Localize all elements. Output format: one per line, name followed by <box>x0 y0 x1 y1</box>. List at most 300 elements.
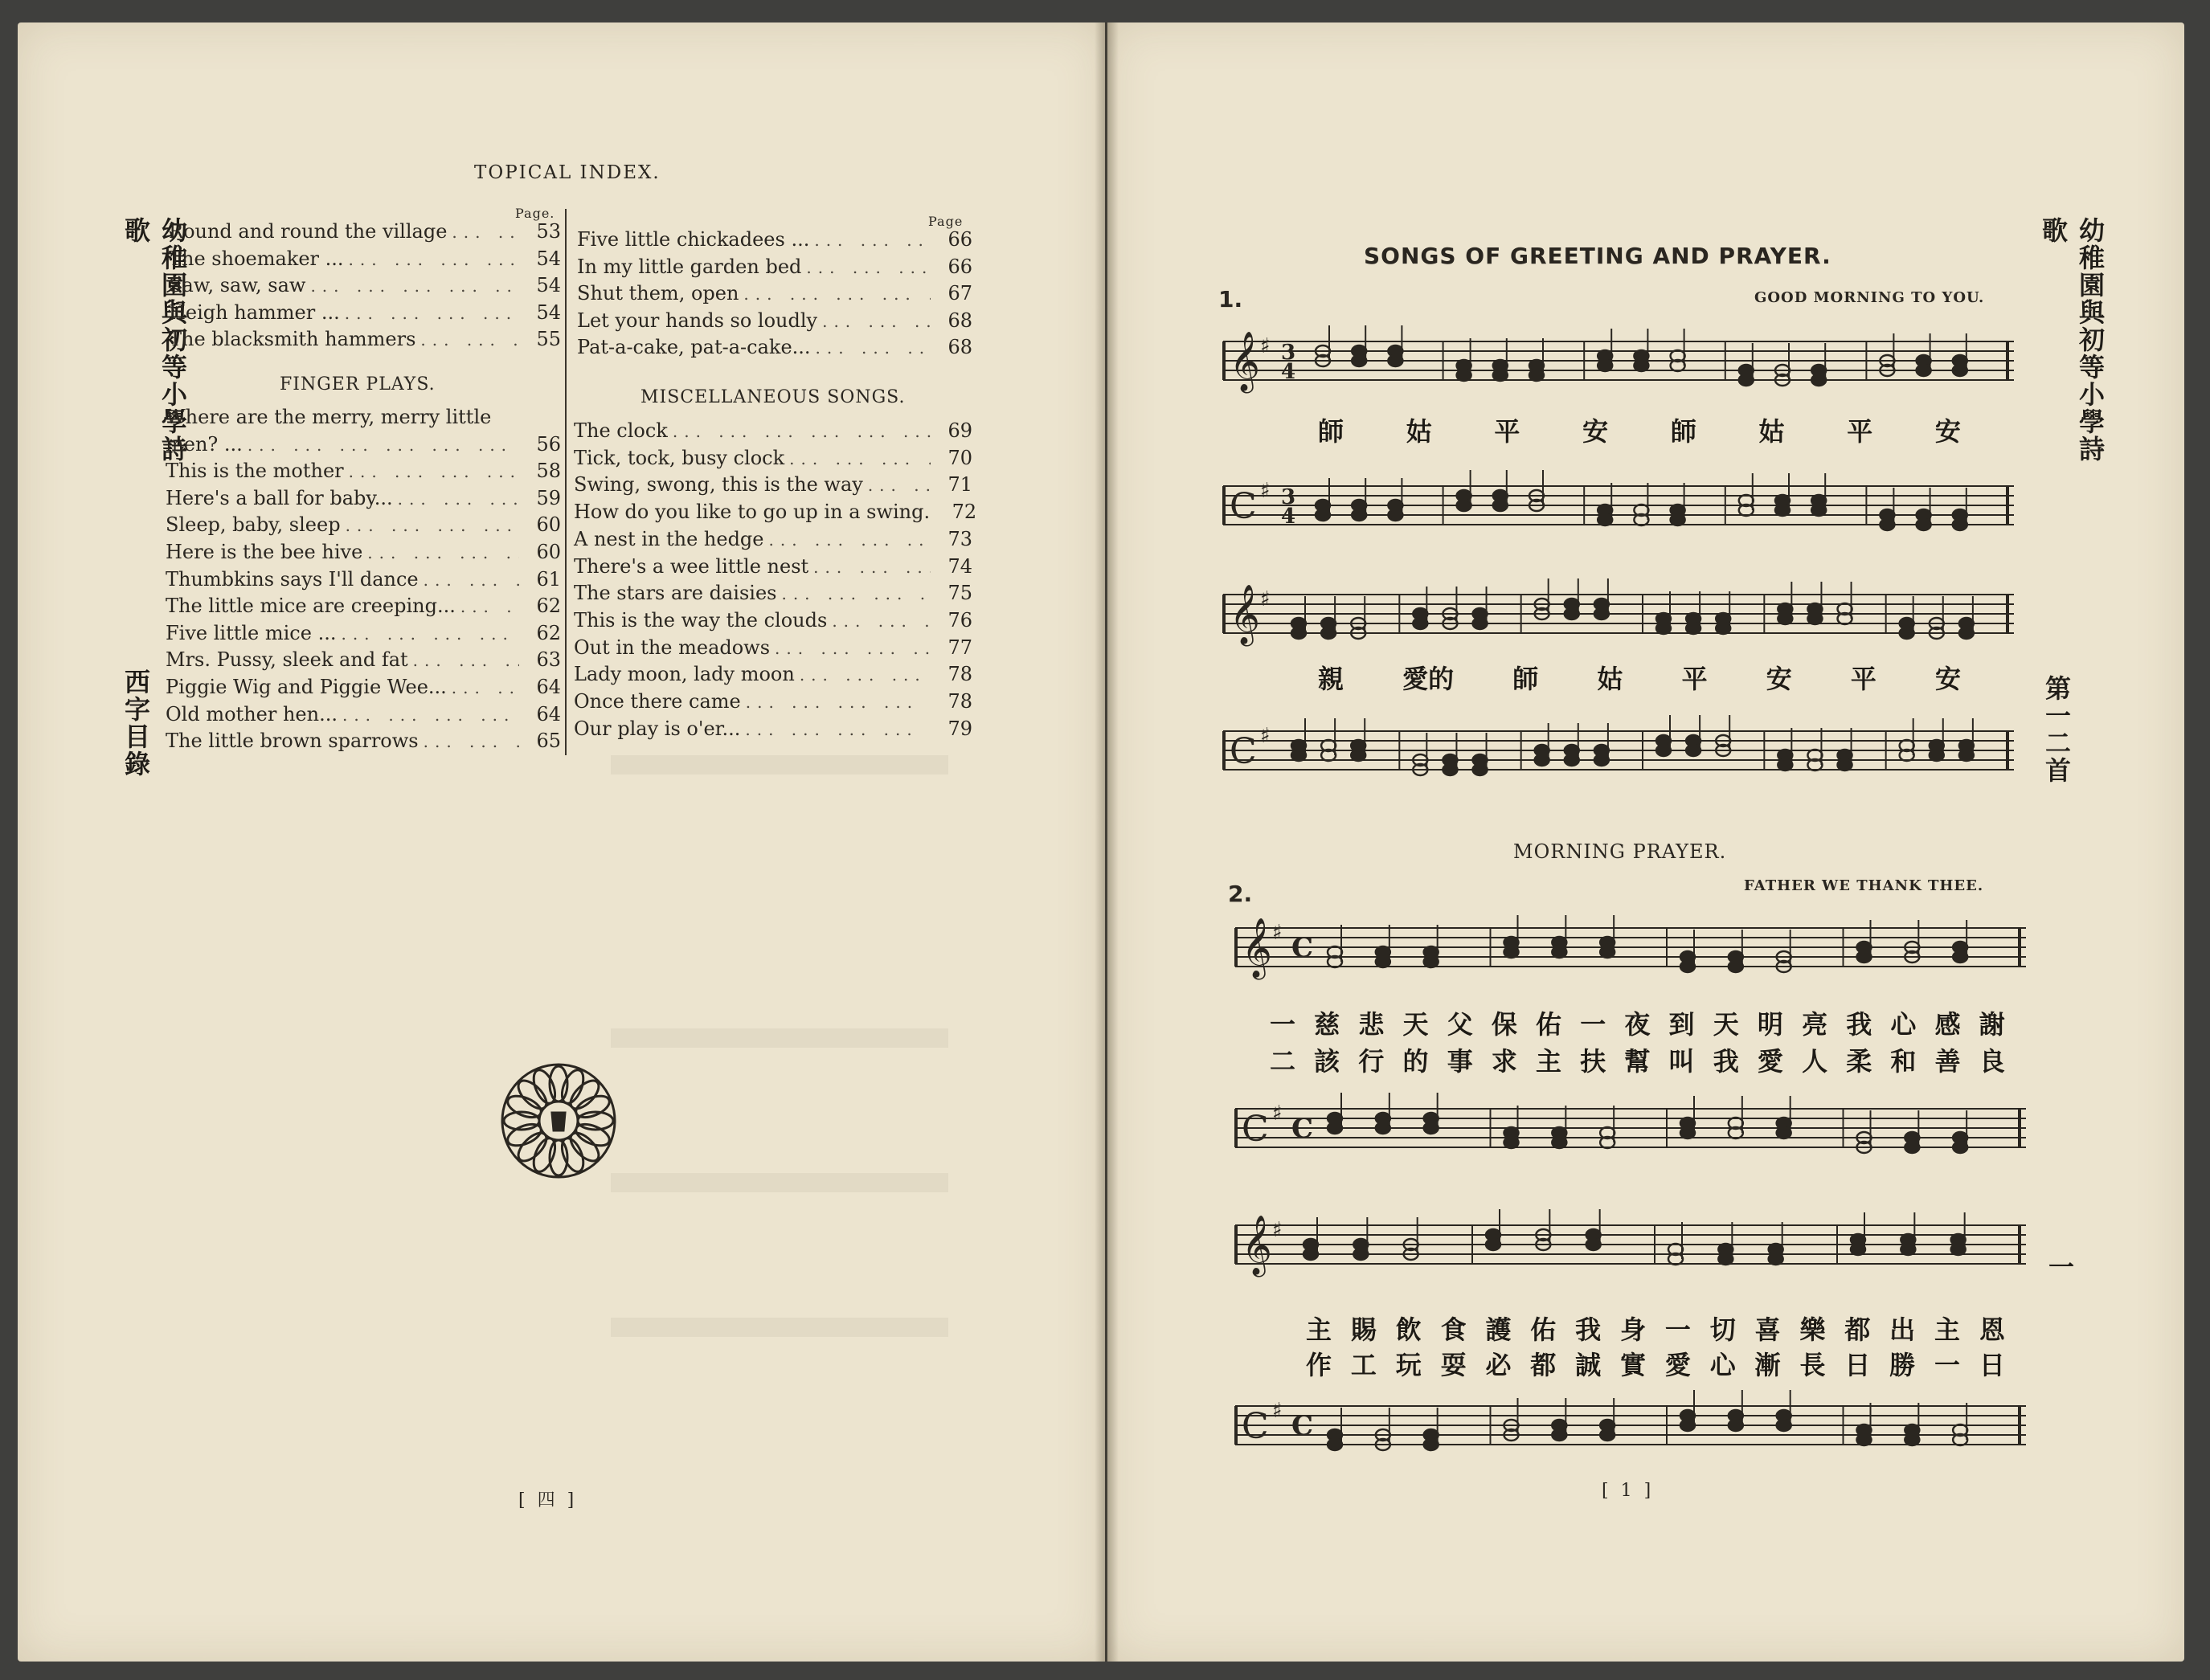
leader-dots <box>781 584 931 603</box>
finger-plays-heading: FINGER PLAYS. <box>280 374 436 394</box>
note-head <box>1316 509 1330 521</box>
lyric-syllable: 日 <box>1844 1350 1871 1380</box>
note-head <box>1807 613 1822 624</box>
bass-clef-icon: C <box>1242 1406 1269 1447</box>
note-head <box>1486 1239 1500 1250</box>
lyric-syllable: 安 <box>1934 416 1961 447</box>
lyric-syllable: 耍 <box>1440 1350 1467 1380</box>
note-head <box>1457 500 1471 511</box>
treble-clef-icon: 𝄞 <box>1230 585 1260 644</box>
lyric-syllable: 平 <box>1681 664 1708 694</box>
note-head <box>1729 961 1743 972</box>
entry-page: 79 <box>947 717 972 740</box>
lyric-syllable: 出 <box>1889 1314 1916 1345</box>
note-head <box>1443 764 1457 775</box>
index-entry <box>577 282 972 309</box>
note-head <box>1953 951 1967 963</box>
song1-lyrics-line-2 <box>1318 659 1961 696</box>
leader-dots <box>342 705 519 725</box>
lyric-syllable: 賜 <box>1350 1314 1377 1345</box>
leader-dots <box>775 639 931 658</box>
left-side-section: 西字目錄 <box>121 668 151 778</box>
entry-title: men? ... <box>166 432 243 456</box>
leader-dots <box>424 570 519 590</box>
lyric-syllable: 姑 <box>1758 416 1785 447</box>
note-head <box>1328 1122 1342 1134</box>
entry-title: Old mother hen... <box>166 702 338 726</box>
note-head <box>1851 1244 1865 1255</box>
note-head <box>1600 1429 1615 1441</box>
note-head <box>1457 370 1471 381</box>
song2-staff-treble-2 <box>1234 1209 2029 1281</box>
note-head <box>1594 754 1609 766</box>
lyric-syllable: 恩 <box>1979 1314 2005 1345</box>
entry-page: 56 <box>536 432 561 456</box>
song1-lyrics-line-1 <box>1318 411 1961 448</box>
index-entry <box>166 433 561 460</box>
bass-clef-icon: C <box>1230 731 1257 772</box>
lyric-syllable: 食 <box>1440 1314 1467 1345</box>
show-through-mark <box>611 1318 948 1337</box>
entry-title: This is the way the clouds <box>574 608 828 632</box>
lyric-syllable: 二 <box>1270 1046 1296 1077</box>
lyric-syllable: 我 <box>1846 1009 1872 1040</box>
note-head <box>1953 519 1967 530</box>
lyric-syllable: 心 <box>1890 1009 1917 1040</box>
note-head <box>1777 1420 1791 1431</box>
lyric-syllable: 幫 <box>1624 1046 1651 1077</box>
note-head <box>1778 759 1792 771</box>
lyric-syllable: 平 <box>1847 416 1873 447</box>
song1-staff-treble-2 <box>1222 578 2017 651</box>
lyric-syllable: 主 <box>1536 1046 1562 1077</box>
lyric-syllable: 喜 <box>1754 1314 1781 1345</box>
note-head <box>1686 623 1700 634</box>
note-head <box>1321 627 1336 639</box>
leader-dots <box>345 304 519 323</box>
note-head <box>1598 514 1612 525</box>
lyric-syllable: 善 <box>1934 1046 1961 1077</box>
right-side-section: 第一二首 <box>2041 675 2072 784</box>
note-head <box>1328 1439 1342 1450</box>
lyric-syllable: 都 <box>1530 1350 1557 1380</box>
entry-title: Swing, swong, this is the way <box>574 473 863 497</box>
lyric-syllable: 主 <box>1306 1314 1332 1345</box>
entry-title: Shut them, open <box>577 282 739 305</box>
lyric-syllable: 實 <box>1620 1350 1647 1380</box>
song1-staff-treble-1 <box>1222 325 2017 398</box>
leader-dots <box>769 530 931 550</box>
leader-dots <box>367 543 519 562</box>
entry-page: 68 <box>947 309 972 332</box>
index-entry <box>166 568 561 595</box>
sharp-icon: ♯ <box>1260 587 1271 611</box>
note-head <box>1905 1142 1919 1153</box>
lyric-syllable: 師 <box>1512 664 1539 694</box>
entry-page: 54 <box>536 247 561 270</box>
note-head <box>1951 1244 1966 1255</box>
note-head <box>1552 1429 1566 1441</box>
note-head <box>1811 505 1826 516</box>
note-head <box>1857 951 1872 963</box>
note-head <box>1424 1122 1439 1134</box>
entry-title: Out in the meadows <box>574 636 771 659</box>
note-head <box>1376 956 1390 967</box>
entry-title: In my little garden bed <box>577 255 802 278</box>
entry-page: 72 <box>952 501 977 524</box>
entry-title: The little mice are creeping... <box>166 595 456 618</box>
songs-heading: SONGS OF GREETING AND PRAYER. <box>1364 243 1831 269</box>
leader-dots <box>813 558 931 577</box>
lyric-syllable: 一 <box>1934 1350 1961 1380</box>
entry-page: 55 <box>536 328 561 350</box>
entry-page: 69 <box>947 419 972 442</box>
song2-verse1-line-b <box>1306 1310 2005 1347</box>
index-entry <box>577 309 972 337</box>
entry-page: 60 <box>536 541 561 563</box>
rosette-petal <box>566 1076 604 1114</box>
note-head <box>1413 618 1427 629</box>
book-gutter <box>1095 22 1119 1662</box>
lyric-syllable: 姑 <box>1406 416 1432 447</box>
entry-title: Lady moon, lady moon <box>574 663 795 686</box>
note-head <box>1686 745 1700 756</box>
lyric-syllable: 一 <box>1270 1009 1296 1040</box>
lyric-syllable: 求 <box>1491 1046 1517 1077</box>
note-head <box>1598 360 1612 371</box>
lyric-syllable: 和 <box>1890 1046 1917 1077</box>
index-entry <box>166 406 561 433</box>
entry-title: Mrs. Pussy, sleek and fat <box>166 648 408 672</box>
index-entry <box>574 419 972 447</box>
index-entry <box>574 555 972 582</box>
right-side-mark: 一 <box>2044 1253 2075 1281</box>
note-head <box>1303 1249 1318 1260</box>
leader-dots <box>349 462 519 481</box>
note-head <box>1953 1142 1967 1153</box>
show-through-mark <box>611 1173 948 1192</box>
lyric-syllable: 心 <box>1709 1350 1736 1380</box>
lyric-syllable: 到 <box>1668 1009 1695 1040</box>
lyric-syllable: 佑 <box>1530 1314 1557 1345</box>
note-head <box>1959 750 1974 761</box>
lyric-syllable: 勝 <box>1889 1350 1916 1380</box>
rosette-ornament-icon <box>498 1061 619 1184</box>
left-page-number: [ 四 ] <box>518 1490 578 1510</box>
entry-title: Where are the merry, merry little <box>166 406 492 428</box>
leader-dots <box>745 720 931 739</box>
lyric-syllable: 切 <box>1709 1314 1736 1345</box>
song1-staff-bass-2 <box>1222 715 2017 787</box>
entry-title: How do you like to go up in a swing. <box>574 501 931 524</box>
note-head <box>1351 750 1365 761</box>
leader-dots <box>806 258 931 277</box>
entry-page: 66 <box>947 228 972 251</box>
song1-tune: GOOD MORNING TO YOU. <box>1754 289 1985 306</box>
lyric-syllable: 我 <box>1713 1046 1739 1077</box>
right-side-title: 幼稚園與初等小學詩歌 <box>2038 217 2106 463</box>
leader-dots <box>743 284 931 304</box>
note-head <box>1959 627 1974 639</box>
lyric-syllable: 慈 <box>1314 1009 1340 1040</box>
note-head <box>1388 355 1402 366</box>
entry-page: 75 <box>947 582 972 605</box>
song1-number: 1. <box>1218 286 1243 313</box>
lyric-syllable: 人 <box>1802 1046 1828 1077</box>
lyric-syllable: 的 <box>1402 1046 1429 1077</box>
note-head <box>1504 946 1519 958</box>
entry-page: 68 <box>947 336 972 358</box>
index-entry <box>574 528 972 555</box>
lyric-syllable: 誠 <box>1575 1350 1602 1380</box>
note-head <box>1424 1439 1439 1450</box>
lyric-syllable: 師 <box>1318 416 1344 447</box>
entry-page: 60 <box>536 513 561 537</box>
lyric-syllable: 姑 <box>1597 664 1623 694</box>
note-head <box>1424 956 1439 967</box>
note-head <box>1291 750 1306 761</box>
index-entry <box>166 595 561 622</box>
rosette-petal <box>514 1128 551 1166</box>
note-head <box>1917 365 1931 376</box>
index-entry <box>166 622 561 649</box>
entry-title: Round and round the village <box>169 220 448 243</box>
index-entry <box>577 255 972 283</box>
time-signature-bottom: 4 <box>1281 360 1296 384</box>
song2-verse1-line-a <box>1270 1004 2005 1041</box>
lyric-syllable: 漸 <box>1754 1350 1781 1380</box>
leader-dots <box>814 231 931 250</box>
leader-dots <box>413 651 519 670</box>
index-entry <box>169 328 561 355</box>
note-head <box>1291 627 1306 639</box>
lyric-syllable: 愛 <box>1664 1350 1691 1380</box>
lyric-syllable: 安 <box>1582 416 1609 447</box>
entry-title: Pat-a-cake, pat-a-cake... <box>577 336 811 358</box>
entry-title: The clock <box>574 419 668 442</box>
entry-title: Once there came <box>574 690 741 713</box>
index-entry <box>166 487 561 514</box>
note-head <box>1634 360 1648 371</box>
note-head <box>1352 355 1366 366</box>
entry-page: 77 <box>947 636 972 659</box>
lyric-syllable: 夜 <box>1624 1009 1651 1040</box>
entry-page: 78 <box>947 663 972 686</box>
index-header: TOPICAL INDEX. <box>474 162 661 183</box>
entry-page: 78 <box>947 690 972 713</box>
song2-verse2-line-b <box>1306 1345 2005 1382</box>
note-head <box>1777 1127 1791 1138</box>
note-head <box>1552 946 1566 958</box>
sharp-icon: ♯ <box>1272 1102 1283 1126</box>
index-entry <box>169 220 561 247</box>
sharp-icon: ♯ <box>1272 1399 1283 1423</box>
entry-title: The stars are daisies <box>574 582 777 605</box>
note-head <box>1769 1253 1783 1265</box>
sharp-icon: ♯ <box>1272 921 1283 945</box>
note-head <box>1535 754 1549 766</box>
leader-dots <box>673 422 931 441</box>
note-head <box>1388 509 1402 521</box>
note-head <box>1729 1420 1743 1431</box>
sharp-icon: ♯ <box>1260 334 1271 358</box>
leader-dots <box>832 611 931 631</box>
lyric-syllable: 愛的 <box>1402 664 1455 694</box>
lyric-syllable: 親 <box>1318 664 1344 694</box>
note-head <box>1901 1244 1915 1255</box>
entry-title: Let your hands so loudly <box>577 309 818 332</box>
time-signature-bottom: 4 <box>1281 505 1296 529</box>
entry-page: 58 <box>536 460 561 483</box>
entry-title: The blacksmith hammers <box>169 328 416 350</box>
entry-title: The shoemaker ... <box>169 247 344 270</box>
lyric-syllable: 工 <box>1350 1350 1377 1380</box>
song2-staff-bass-1 <box>1234 1093 2029 1165</box>
note-head <box>1680 1420 1695 1431</box>
index-entry <box>166 730 561 757</box>
entry-page: 74 <box>947 554 972 578</box>
bass-clef-icon: C <box>1230 486 1257 527</box>
entry-page: 59 <box>536 486 561 509</box>
entry-page: 65 <box>536 730 561 753</box>
note-head <box>1493 370 1508 381</box>
entry-page: 62 <box>536 621 561 644</box>
leader-dots <box>746 693 931 712</box>
entry-page: 62 <box>536 595 561 618</box>
note-head <box>1671 514 1685 525</box>
lyric-syllable: 良 <box>1979 1046 2005 1077</box>
leader-dots <box>452 678 519 697</box>
lyric-syllable: 玩 <box>1395 1350 1422 1380</box>
entry-title: Our play is o'er... <box>574 717 741 740</box>
entry-page: 63 <box>536 648 561 672</box>
lyric-syllable: 天 <box>1713 1009 1739 1040</box>
lyric-syllable: 一 <box>1580 1009 1606 1040</box>
lyric-syllable: 平 <box>1850 664 1876 694</box>
common-time-icon: C <box>1291 1410 1314 1442</box>
entry-title: Five little mice ... <box>166 621 337 644</box>
note-head <box>1917 519 1931 530</box>
note-head <box>1680 961 1695 972</box>
leader-dots <box>816 338 931 358</box>
entry-page: 64 <box>536 702 561 726</box>
note-head <box>1811 374 1826 386</box>
entry-page: 54 <box>536 300 561 324</box>
index-entry <box>577 228 972 255</box>
sharp-icon: ♯ <box>1260 724 1271 748</box>
page-column-head-1: Page. <box>515 206 555 221</box>
lyric-syllable: 飲 <box>1395 1314 1422 1345</box>
index-entry <box>574 447 972 474</box>
note-head <box>1565 608 1579 619</box>
index-entry <box>574 663 972 690</box>
note-head <box>1905 1434 1919 1445</box>
lyric-syllable: 柔 <box>1846 1046 1872 1077</box>
left-side-title: 幼稚園與初等小學詩歌 <box>121 217 188 463</box>
note-head <box>1838 759 1852 771</box>
index-entry <box>169 301 561 329</box>
lyric-syllable: 愛 <box>1757 1046 1783 1077</box>
lyric-syllable: 叫 <box>1668 1046 1695 1077</box>
index-entry <box>166 460 561 487</box>
entry-page: 70 <box>947 446 972 469</box>
treble-clef-icon: 𝄞 <box>1242 1216 1272 1275</box>
index-entry <box>574 717 972 745</box>
time-signature-top: 3 <box>1281 485 1296 509</box>
leader-dots <box>800 665 931 685</box>
lyric-syllable: 都 <box>1844 1314 1871 1345</box>
index-entry <box>166 648 561 676</box>
index-entry <box>577 336 972 363</box>
lyric-syllable: 佑 <box>1536 1009 1562 1040</box>
song2-staff-bass-2 <box>1234 1390 2029 1462</box>
lyric-syllable: 平 <box>1494 416 1520 447</box>
note-head <box>1656 745 1671 756</box>
note-head <box>1600 946 1615 958</box>
entry-title: This is the mother <box>166 460 344 483</box>
entry-title: Thumbkins says I'll dance <box>166 567 419 591</box>
entry-page: 71 <box>947 473 972 497</box>
note-head <box>1353 1249 1368 1260</box>
index-entry <box>169 274 561 301</box>
lyric-syllable: 行 <box>1358 1046 1385 1077</box>
note-head <box>1680 1127 1695 1138</box>
index-entry <box>574 473 972 501</box>
lyric-syllable: 悲 <box>1358 1009 1385 1040</box>
lyric-syllable: 必 <box>1485 1350 1512 1380</box>
note-head <box>1953 365 1967 376</box>
lyric-syllable: 身 <box>1620 1314 1647 1345</box>
leader-dots <box>398 489 519 509</box>
entry-page: 64 <box>536 676 561 698</box>
entry-title: There's a wee little nest <box>574 554 809 578</box>
song1-staff-bass-1 <box>1222 470 2017 542</box>
lyric-syllable: 父 <box>1447 1009 1473 1040</box>
lyric-syllable: 該 <box>1314 1046 1340 1077</box>
leader-dots <box>789 449 931 468</box>
lyric-syllable: 明 <box>1757 1009 1783 1040</box>
index-entry <box>574 636 972 664</box>
lyric-syllable: 扶 <box>1580 1046 1606 1077</box>
note-head <box>1493 500 1508 511</box>
misc-songs-heading: MISCELLANEOUS SONGS. <box>640 387 906 407</box>
page-column-head-2: Page <box>928 214 964 229</box>
index-entry <box>166 513 561 541</box>
index-entry <box>574 501 977 528</box>
note-head <box>1930 750 1944 761</box>
treble-clef-icon: 𝄞 <box>1242 918 1272 978</box>
song2-title: MORNING PRAYER. <box>1513 840 1727 863</box>
entry-title: Five little chickadees ... <box>577 228 810 251</box>
note-head <box>1900 627 1914 639</box>
note-head <box>1594 608 1609 619</box>
lyric-syllable: 樂 <box>1799 1314 1826 1345</box>
lyric-syllable: 主 <box>1934 1314 1961 1345</box>
leader-dots <box>822 312 931 331</box>
lyric-syllable: 護 <box>1485 1314 1512 1345</box>
entry-title: The little brown sparrows <box>166 730 419 753</box>
index-entry <box>169 247 561 275</box>
note-head <box>1352 509 1366 521</box>
index-entry <box>574 690 972 717</box>
lyric-syllable: 安 <box>1934 664 1961 694</box>
note-head <box>1565 754 1579 766</box>
index-entry <box>166 676 561 703</box>
entry-title: Sleep, baby, sleep <box>166 513 341 537</box>
song2-number: 2. <box>1228 881 1253 907</box>
show-through-mark <box>611 755 948 775</box>
note-head <box>1504 1137 1519 1148</box>
